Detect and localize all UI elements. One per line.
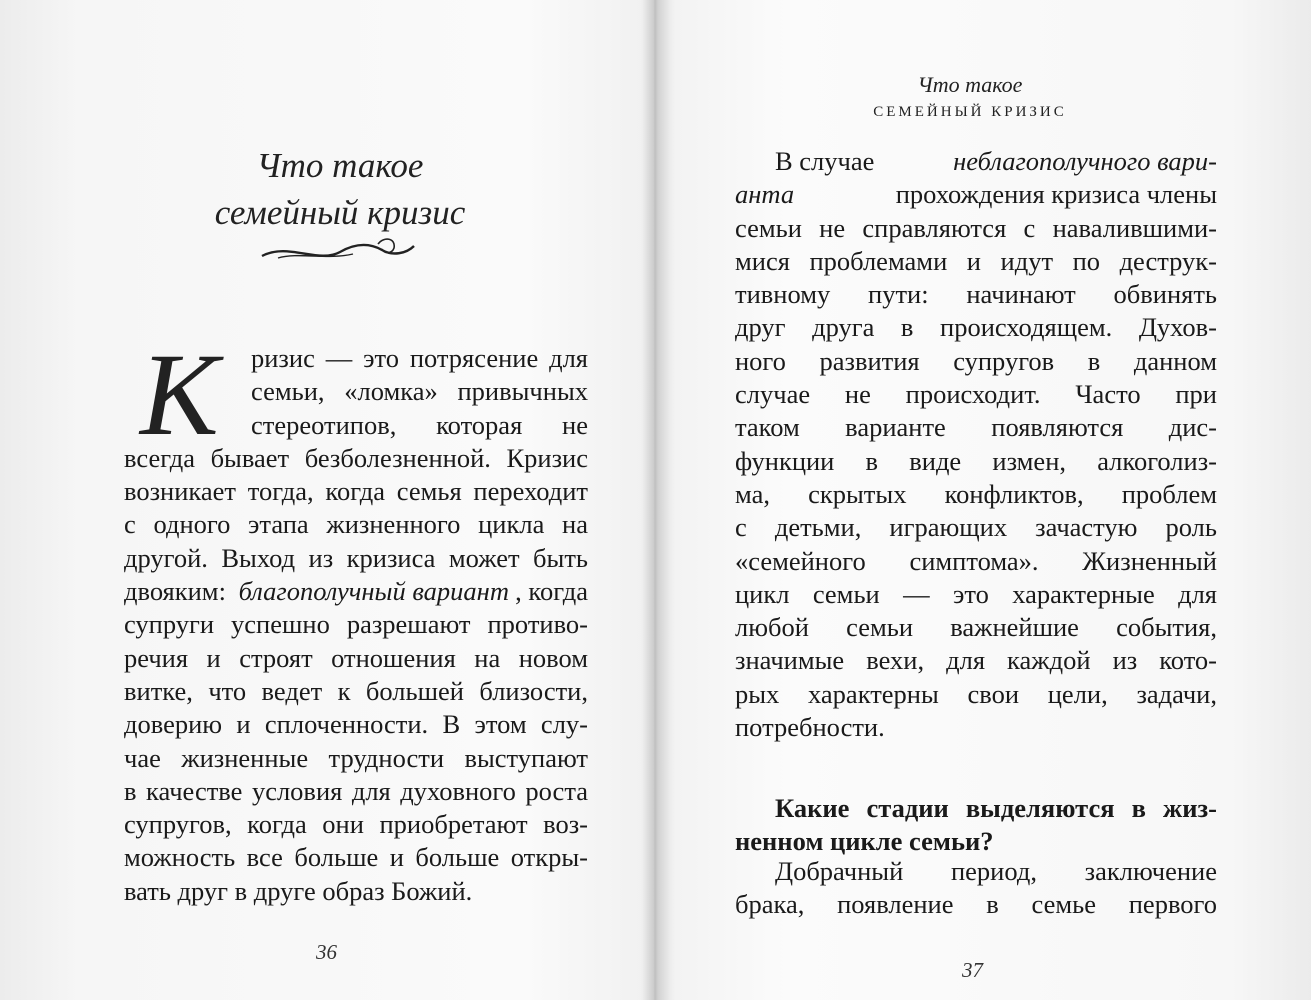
question-line: ненном цикле семьи? — [735, 826, 994, 857]
text-line: чае жизненные трудности выступают — [124, 742, 588, 773]
italic-term: благополучный вариант — [238, 576, 509, 607]
text-line: с детьми, играющих зачастую роль — [735, 512, 1217, 543]
text-run: двояким: — [124, 576, 233, 607]
text-run: , когда — [515, 576, 588, 607]
text-line: стереотипов, которая не — [251, 409, 588, 440]
text-line: Добрачный период, заключение — [775, 856, 1217, 886]
text-line: семьи не справляются с навалившими- — [735, 212, 1217, 243]
body-paragraph — [124, 329, 588, 908]
text-line-last: потребности. — [735, 712, 885, 743]
text-line: любой семьи важнейшие события, — [735, 612, 1217, 643]
text-line-mixed — [735, 178, 1217, 211]
text-line: брака, появление в семье первого — [735, 889, 1217, 920]
running-title-line-2: СЕМЕЙНЫЙ КРИЗИС — [873, 104, 1067, 120]
section-answer — [735, 855, 1217, 922]
text-line: супруги успешно разрешают противо- — [124, 609, 588, 640]
text-line: семьи, «ломка» привычных — [251, 376, 588, 407]
text-line: цикл семьи — это характерные для — [735, 578, 1217, 609]
text-line: с одного этапа жизненного цикла на — [124, 509, 588, 540]
text-line: друг друга в происходящем. Духов- — [735, 312, 1217, 343]
text-line: супругов, когда они приобретают воз- — [124, 809, 588, 840]
text-line: «семейного симптома». Жизненный — [735, 545, 1217, 576]
running-title-line-1: Что такое — [917, 72, 1023, 97]
text-line: мися проблемами и идут по деструк- — [735, 245, 1217, 276]
text-line: ного развития супругов в данном — [735, 345, 1217, 376]
text-run: прохождения кризиса члены — [889, 179, 1217, 210]
text-line: случае не происходит. Часто при — [735, 379, 1217, 410]
text-run: В случае — [775, 146, 882, 176]
text-line: ризис — это потрясение для — [251, 343, 588, 373]
text-line: можность все больше и больше откры- — [124, 842, 588, 873]
text-line-last: вать друг в друге образ Божий. — [124, 875, 473, 906]
text-line: доверию и сплоченности. В этом слу- — [124, 709, 588, 740]
section-question — [735, 792, 1217, 859]
text-line: речия и строят отношения на новом — [124, 642, 588, 673]
italic-term: анта — [735, 179, 795, 210]
text-line-mixed — [735, 145, 1217, 178]
text-line: другой. Выход из кризиса может быть — [124, 542, 588, 573]
page-number-right: 37 — [962, 958, 983, 982]
text-line: значимые вехи, для каждой из кото- — [735, 645, 1217, 676]
text-line: таком варианте появляются дис- — [735, 412, 1217, 443]
text-line: витке, что ведет к большей близости, — [124, 675, 588, 706]
question-line: Какие стадии выделяются в жиз- — [775, 793, 1217, 823]
chapter-title-line-2: семейный кризис — [214, 193, 466, 232]
ornament-flourish — [258, 234, 418, 268]
chapter-title-line-1: Что такое — [256, 146, 424, 185]
text-line: функции в виде измен, алкоголиз- — [735, 445, 1217, 476]
left-page — [0, 0, 655, 1000]
right-body-paragraph — [735, 145, 1217, 744]
text-line: рых характерны свои цели, задачи, — [735, 678, 1217, 709]
italic-term: неблагополучного вари- — [953, 146, 1217, 176]
text-line: всегда бывает безболезненной. Кризис — [124, 442, 588, 473]
text-line: в качестве условия для духовного роста — [124, 775, 588, 806]
drop-cap-letter: К — [140, 329, 219, 460]
text-line-mixed — [124, 575, 588, 608]
text-line: возникает тогда, когда семья переходит — [124, 476, 588, 507]
text-line: тивному пути: начинают обвинять — [735, 279, 1217, 310]
text-line: ма, скрытых конфликтов, проблем — [735, 478, 1217, 509]
page-number-left: 36 — [316, 940, 337, 964]
